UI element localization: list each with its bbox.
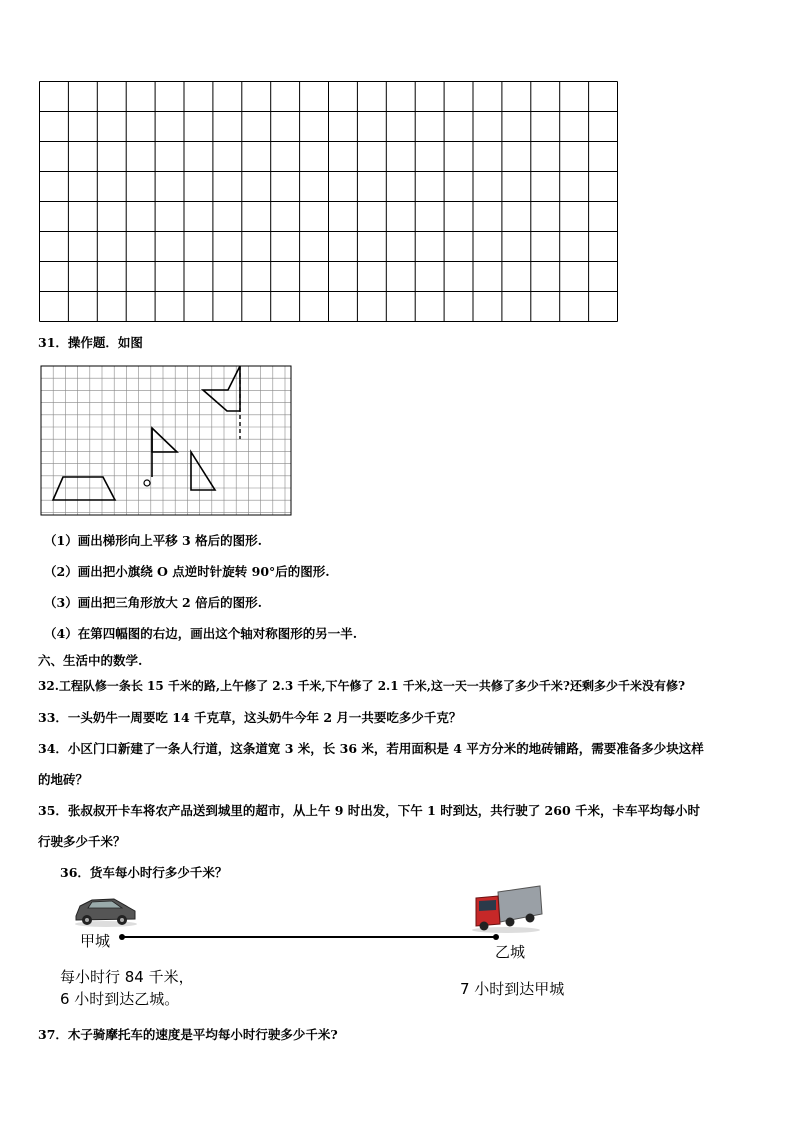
section-6-heading: 六、生活中的数学. (38, 653, 143, 668)
q31-step-1: （1）画出梯形向上平移 3 格后的图形. (44, 533, 262, 548)
car-icon (72, 892, 138, 928)
q31-step-4: （4）在第四幅图的右边，画出这个轴对称图形的另一半. (44, 626, 358, 641)
q36-title: 36．货车每小时行多少千米？ (60, 865, 228, 880)
triangle-shape (191, 452, 215, 490)
flag-shape (152, 428, 177, 452)
city-a-label: 甲城 (80, 932, 111, 950)
answer-grid (39, 81, 618, 322)
trapezoid-shape (53, 477, 115, 500)
q34-line-2: 的地砖？ (38, 772, 89, 787)
q31-step-3: （3）画出把三角形放大 2 倍后的图形. (44, 595, 262, 610)
q37-text: 37．木子骑摩托车的速度是平均每小时行驶多少千米? (38, 1027, 338, 1042)
truck-note: 7 小时到达甲城 (460, 980, 565, 998)
car-note-line-2: 6 小时到达乙城。 (60, 990, 180, 1008)
q35-line-1: 35．张叔叔开卡车将农产品送到城里的超市，从上午 9 时出发，下午 1 时到达，共行驶了 260 千米，卡车平均每小时 (38, 803, 700, 818)
city-b-label: 乙城 (495, 943, 526, 961)
q31-title: 31．操作题．如图 (38, 335, 143, 350)
point-o (144, 480, 150, 486)
q31-figure (41, 366, 291, 515)
q33-text: 33．一头奶牛一周要吃 14 千克草，这头奶牛今年 2 月一共要吃多少千克？ (38, 710, 462, 725)
car-note-line-1: 每小时行 84 千米， (60, 968, 194, 986)
symmetric-half-shape (203, 366, 240, 411)
route-line (118, 932, 500, 942)
q31-step-2: （2）画出把小旗绕 O 点逆时针旋转 90°后的图形. (44, 564, 330, 579)
q32-text: 32.工程队修一条长 15 千米的路,上午修了 2.3 千米,下午修了 2.1 千米,这一天一共修了多少千米?还剩多少千米没有修? (38, 679, 685, 693)
q35-line-2: 行驶多少千米？ (38, 834, 126, 849)
truck-icon (470, 884, 544, 934)
q34-line-1: 34．小区门口新建了一条人行道，这条道宽 3 米，长 36 米，若用面积是 4 平方分米的地砖铺路，需要准备多少块这样 (38, 741, 704, 756)
